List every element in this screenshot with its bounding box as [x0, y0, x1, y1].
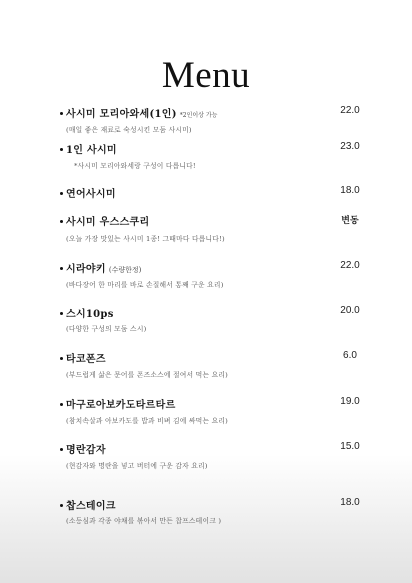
item-description: (부드럽게 삶은 문어를 폰즈소스에 절여서 먹는 요리)	[66, 371, 228, 379]
item-name: 스시10ps	[66, 309, 114, 320]
item-description: (오늘 가장 맛있는 사시미 1종! 그때마다 다릅니다!)	[66, 235, 225, 243]
bullet-icon	[60, 312, 63, 315]
item-name: 사시미 모리아와세(1인)	[66, 109, 177, 120]
item-price: 15.0	[340, 441, 360, 452]
bullet-icon	[60, 112, 63, 115]
item-price: 18.0	[340, 185, 360, 196]
item-name: 시라야키	[66, 264, 106, 275]
menu-item	[60, 213, 360, 243]
bullet-icon	[60, 192, 63, 195]
menu-item	[60, 441, 360, 470]
menu-item	[60, 185, 360, 201]
bullet-icon	[60, 267, 63, 270]
bullet-icon	[60, 403, 63, 406]
item-note: (수량한정)	[108, 266, 142, 274]
item-price: 19.0	[340, 396, 360, 407]
item-description: (현감자와 명란을 넣고 버터에 구운 감자 요리)	[66, 462, 208, 470]
menu-item	[60, 350, 360, 379]
item-price: 20.0	[340, 305, 360, 316]
menu-item	[60, 105, 360, 134]
item-price: 18.0	[340, 497, 360, 508]
item-price: 변동	[341, 216, 359, 226]
item-note: *2인이상 가능	[179, 112, 218, 119]
menu-item	[60, 497, 360, 525]
bullet-icon	[60, 220, 63, 223]
item-name: 타코폰즈	[66, 354, 106, 365]
item-description: (참치속살과 아보카도를 밥과 비벼 김에 싸먹는 요리)	[66, 417, 228, 425]
item-description: (소등심과 각종 야채를 볶아서 만든 찹프스테이크 )	[66, 517, 222, 525]
item-description: *사시미 모리아와세랑 구성이 다릅니다!	[74, 162, 196, 170]
item-price: 22.0	[340, 105, 360, 116]
bullet-icon	[60, 504, 63, 507]
bullet-icon	[60, 357, 63, 360]
item-price: 23.0	[340, 141, 360, 152]
item-name: 사시미 우스스쿠리	[66, 217, 150, 228]
item-name: 찹스테이크	[66, 501, 116, 512]
menu-item	[60, 260, 360, 289]
item-name: 연어사시미	[66, 189, 116, 200]
item-name: 1인 사시미	[66, 145, 117, 156]
item-name: 명란감자	[66, 445, 106, 456]
item-price: 22.0	[340, 260, 360, 271]
item-description: (다양한 구성의 모둠 스시)	[66, 325, 147, 333]
bullet-icon	[60, 148, 63, 151]
item-description: (매일 좋은 재료로 숙성시킨 모둠 사시미)	[66, 126, 192, 134]
item-description: (바다장어 한 마리를 바로 손질해서 통째 구운 요리)	[66, 281, 224, 289]
menu-item	[60, 396, 360, 425]
menu-item	[60, 305, 360, 333]
item-name: 마구로아보카도타르타르	[66, 400, 176, 411]
menu-title: Menu	[161, 55, 251, 96]
menu-item	[60, 141, 360, 170]
bullet-icon	[60, 448, 63, 451]
item-price: 6.0	[343, 350, 357, 361]
